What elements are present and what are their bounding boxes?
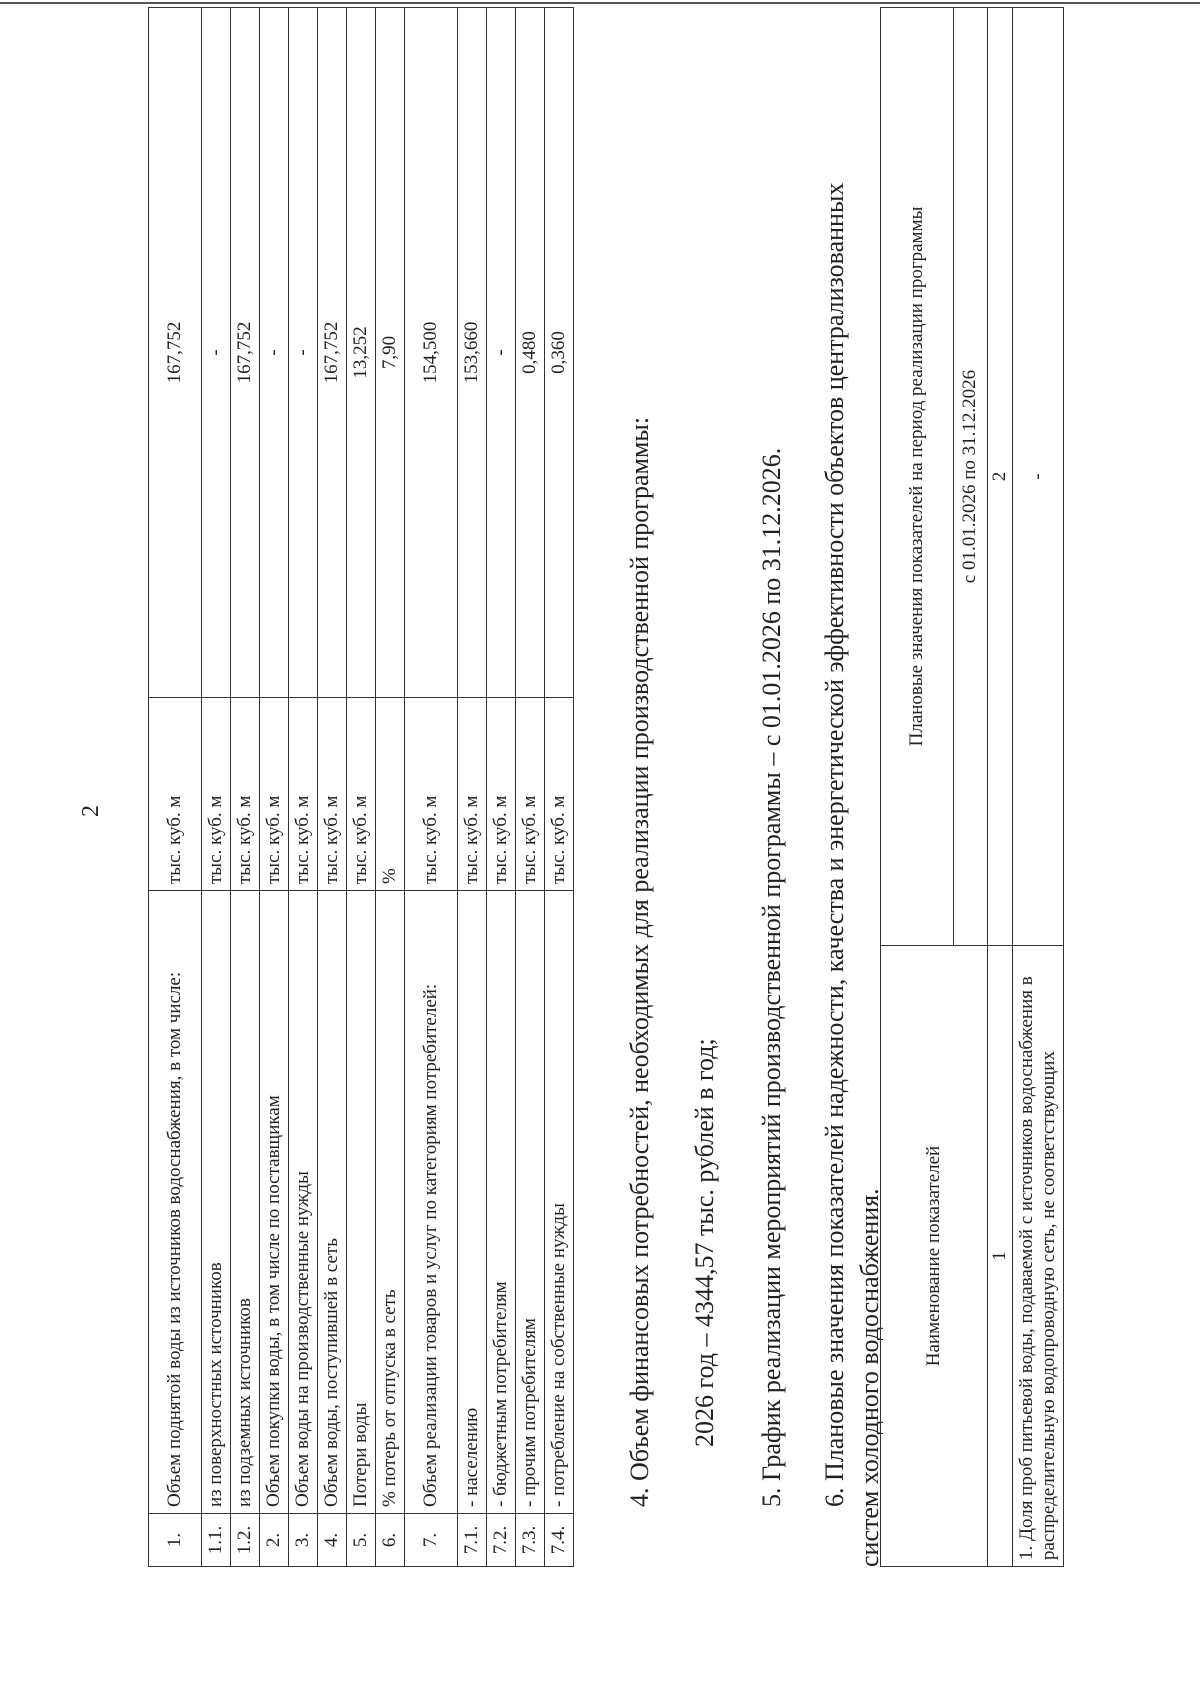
row-unit: тыс. куб. м	[347, 698, 376, 891]
indicators-row	[1013, 8, 1064, 1567]
indicators-table	[880, 7, 1064, 1567]
row-name: из подземных источников	[231, 891, 260, 1514]
row-value: 167,752	[318, 8, 347, 698]
row-number: 4.	[318, 1514, 347, 1567]
row-unit: %	[376, 698, 405, 891]
section-4-value: 2026 год – 4344,57 тыс. рублей в год;	[690, 1038, 719, 1447]
row-value: -	[487, 8, 516, 698]
section-4-heading: 4. Объем финансовых потребностей, необходимых для реализации производственной программы:	[625, 416, 654, 1507]
section-5-text: 5. График реализации мероприятий производственной программы – с 01.01.2026 по 31.12.2026.	[757, 447, 786, 1507]
row-number: 3.	[289, 1514, 318, 1567]
row-name: - бюджетным потребителям	[487, 891, 516, 1514]
section-6-heading-continued: систем холодного водоснабжения.	[855, 1188, 884, 1567]
table-row	[202, 8, 231, 1567]
row-name: - населению	[458, 891, 487, 1514]
section-6-heading: 6. Плановые значения показателей надежности, качества и энергетической эффективности объектов централизованных	[820, 182, 849, 1507]
row-name: - прочим потребителям	[516, 891, 545, 1514]
row-unit: тыс. куб. м	[231, 698, 260, 891]
row-unit: тыс. куб. м	[516, 698, 545, 891]
row-name: Объем воды, поступившей в сеть	[318, 891, 347, 1514]
row-value: -	[202, 8, 231, 698]
row-number: 1.2.	[231, 1514, 260, 1567]
row-number: 5.	[347, 1514, 376, 1567]
table-row	[231, 8, 260, 1567]
row-name: Объем поднятой воды из источников водоснабжения, в том числе:	[149, 891, 202, 1514]
table-row	[289, 8, 318, 1567]
row-number: 7.1.	[458, 1514, 487, 1567]
row-value: 153,660	[458, 8, 487, 698]
table-row	[318, 8, 347, 1567]
column-number-2: 2	[988, 8, 1013, 946]
row-unit: тыс. куб. м	[260, 698, 289, 891]
row-number: 7.4.	[545, 1514, 574, 1567]
row-name: Объем реализации товаров и услуг по категориям потребителей:	[405, 891, 458, 1514]
table-row	[458, 8, 487, 1567]
table-row	[516, 8, 545, 1567]
header-indicator-name: Наименование показателей	[881, 946, 988, 1567]
row-unit: тыс. куб. м	[149, 698, 202, 891]
page-number: 2	[78, 805, 104, 817]
row-value: 0,480	[516, 8, 545, 698]
table-row	[376, 8, 405, 1567]
table-row	[405, 8, 458, 1567]
row-unit: тыс. куб. м	[405, 698, 458, 891]
row-name: - потребление на собственные нужды	[545, 891, 574, 1514]
table-row	[487, 8, 516, 1567]
row-number: 7.3.	[516, 1514, 545, 1567]
row-value: 7,90	[376, 8, 405, 698]
row-unit: тыс. куб. м	[318, 698, 347, 891]
row-number: 7.	[405, 1514, 458, 1567]
row-value: 167,752	[149, 8, 202, 698]
header-period: с 01.01.2026 по 31.12.2026	[953, 8, 987, 946]
row-unit: тыс. куб. м	[487, 698, 516, 891]
row-value: -	[260, 8, 289, 698]
indicator-name: 1. Доля проб питьевой воды, подаваемой с источников водоснабжения в распределительную водопроводную сеть, не соответствующих	[1013, 946, 1064, 1567]
row-name: Потери воды	[347, 891, 376, 1514]
row-number: 1.	[149, 1514, 202, 1567]
row-value: 0,360	[545, 8, 574, 698]
row-number: 6.	[376, 1514, 405, 1567]
row-value: 154,500	[405, 8, 458, 698]
indicators-header-row	[881, 8, 954, 1567]
table-row	[347, 8, 376, 1567]
row-unit: тыс. куб. м	[545, 698, 574, 891]
row-name: из поверхностных источников	[202, 891, 231, 1514]
row-value: -	[289, 8, 318, 698]
row-unit: тыс. куб. м	[289, 698, 318, 891]
table-row	[149, 8, 202, 1567]
indicators-column-numbers-row	[988, 8, 1013, 1567]
row-name: Объем покупки воды, в том числе по поставщикам	[260, 891, 289, 1514]
row-name: % потерь от отпуска в сеть	[376, 891, 405, 1514]
row-value: 13,252	[347, 8, 376, 698]
page-edge-line	[0, 2, 1200, 4]
row-number: 2.	[260, 1514, 289, 1567]
row-number: 1.1.	[202, 1514, 231, 1567]
column-number-1: 1	[988, 946, 1013, 1567]
row-unit: тыс. куб. м	[458, 698, 487, 891]
water-volume-table	[148, 7, 574, 1567]
row-unit: тыс. куб. м	[202, 698, 231, 891]
row-number: 7.2.	[487, 1514, 516, 1567]
indicator-value: -	[1013, 8, 1064, 946]
table-row	[545, 8, 574, 1567]
table-row	[260, 8, 289, 1567]
row-name: Объем воды на производственные нужды	[289, 891, 318, 1514]
row-value: 167,752	[231, 8, 260, 698]
header-planned-values: Плановые значения показателей на период реализации программы	[881, 8, 954, 946]
